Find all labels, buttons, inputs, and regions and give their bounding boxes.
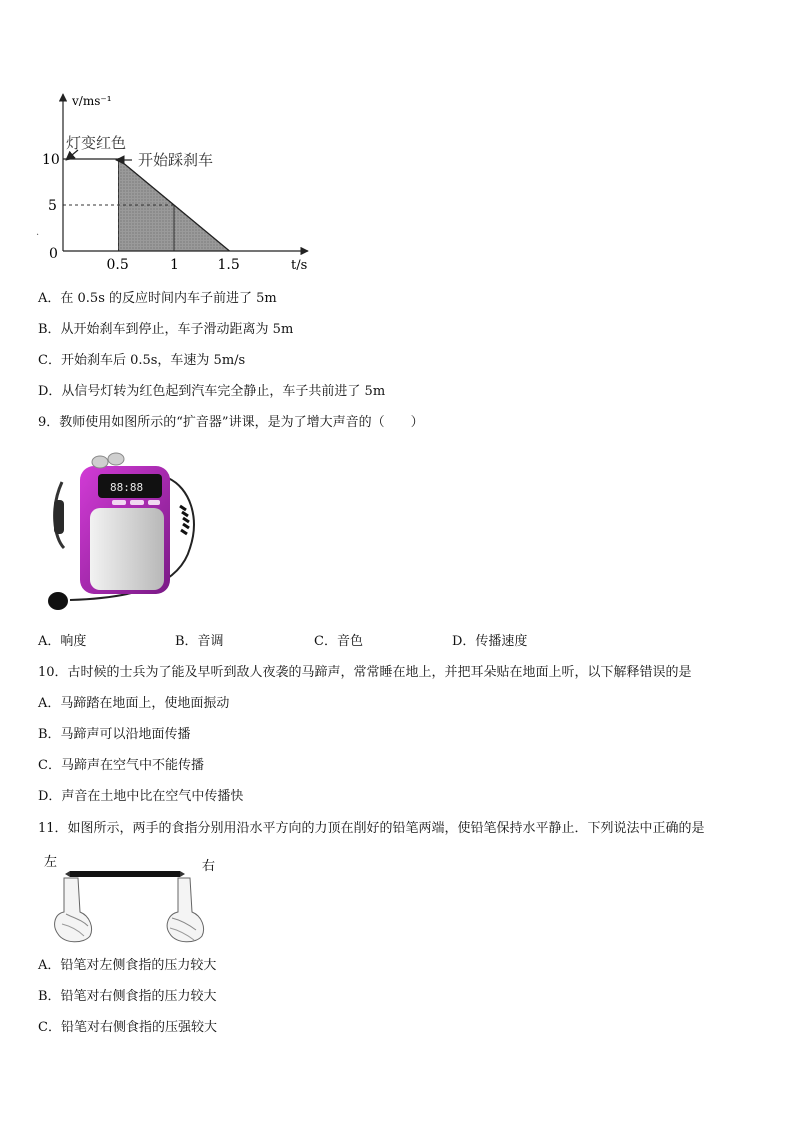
q9-option-c: C．音色 <box>314 634 363 649</box>
x-tick-1: 1 <box>170 257 179 270</box>
x-tick-0.5: 0.5 <box>106 257 129 270</box>
pencil-fingers-image <box>44 852 224 947</box>
headset-earpiece <box>54 500 64 534</box>
q9-stem: 9．教师使用如图所示的“扩音器”讲课，是为了增大声音的（ ） <box>38 415 424 430</box>
label-left: 左 <box>44 855 58 870</box>
label-right: 右 <box>202 859 216 874</box>
q11-stem: 11．如图所示，两手的食指分别用沿水平方向的力顶在削好的铅笔两端，使铅笔保持水平静止．下列说法中正确的是 <box>38 821 705 836</box>
y-tick-5: 5 <box>48 198 57 214</box>
y-axis-label: v/ms⁻¹ <box>72 94 112 108</box>
q8-option-b: B．从开始刹车到停止，车子滑动距离为 5m <box>38 322 294 337</box>
x-tick-1.5: 1.5 <box>217 257 240 270</box>
annotation-light-red: 灯变红色 <box>66 134 127 152</box>
q8-option-c: C．开始刹车后 0.5s，车速为 5m/s <box>38 353 246 368</box>
q8-option-d: D．从信号灯转为红色起到汽车完全静止，车子共前进了 5m <box>38 384 386 399</box>
annotation-start-brake: 开始踩刹车 <box>138 151 214 169</box>
q10-option-a: A．马蹄踏在地面上，使地面振动 <box>38 696 230 711</box>
microphone-icon <box>48 592 68 610</box>
y-tick-10: 10 <box>42 152 60 168</box>
q9-option-b: B．音调 <box>175 634 224 649</box>
q10-option-c: C．马蹄声在空气中不能传播 <box>38 758 204 773</box>
q10-option-d: D．声音在土地中比在空气中传播快 <box>38 789 244 804</box>
velocity-time-graph <box>36 88 316 270</box>
display-readout: 88:88 <box>110 481 144 494</box>
origin-label: 0 <box>49 246 58 262</box>
svg-text:·: · <box>36 230 40 241</box>
q9-option-a: A．响度 <box>38 634 87 649</box>
q11-option-a: A．铅笔对左侧食指的压力较大 <box>38 958 217 973</box>
speaker-grille <box>90 508 164 590</box>
x-axis-label: t/s <box>291 258 308 270</box>
q11-option-c: C．铅笔对右侧食指的压强较大 <box>38 1020 217 1035</box>
q10-stem: 10．古时候的士兵为了能及早听到敌人夜袭的马蹄声，常常睡在地上，并把耳朵贴在地面上听，以下解释错误的是 <box>38 665 692 680</box>
q10-option-b: B．马蹄声可以沿地面传播 <box>38 727 191 742</box>
pencil-body <box>70 871 180 877</box>
q8-option-a: A．在 0.5s 的反应时间内车子前进了 5m <box>38 291 277 306</box>
q11-option-b: B．铅笔对右侧食指的压力较大 <box>38 989 217 1004</box>
q9-option-d: D．传播速度 <box>452 634 528 649</box>
speaker-amplifier-image <box>40 448 200 618</box>
